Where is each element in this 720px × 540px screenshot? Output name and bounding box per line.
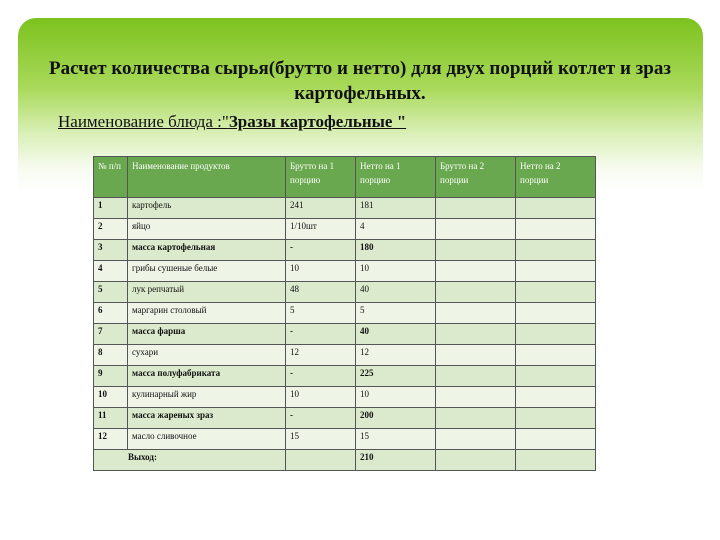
table-row [94,408,596,429]
row-number: 2 [94,219,128,240]
header-number: № п/п [94,157,128,198]
row-number: 12 [94,429,128,450]
row-product-name: картофель [128,198,286,219]
row-gross-1: - [286,366,356,387]
row-net-2 [516,261,596,282]
header-product-name: Наименование продуктов [128,157,286,198]
row-product-name: сухари [128,345,286,366]
row-gross-2 [436,240,516,261]
row-net-2 [516,282,596,303]
row-product-name: масса фарша [128,324,286,345]
row-net-1: 40 [356,282,436,303]
row-number: 8 [94,345,128,366]
row-product-name: лук репчатый [128,282,286,303]
row-net-1: 12 [356,345,436,366]
dish-name-label: Наименование блюда :" [58,112,229,131]
row-gross-1: 10 [286,261,356,282]
table-row [94,303,596,324]
row-product-name: масса полуфабриката [128,366,286,387]
row-net-1: 4 [356,219,436,240]
row-net-1: 180 [356,240,436,261]
row-net-2 [516,219,596,240]
row-net-1: 10 [356,261,436,282]
row-gross-2 [436,345,516,366]
dish-name-value: Зразы картофельные " [228,112,407,131]
row-net-1: 5 [356,303,436,324]
row-product-name: масса картофельная [128,240,286,261]
row-number: 9 [94,366,128,387]
total-gross-1 [286,450,356,471]
table-row [94,345,596,366]
row-net-2 [516,303,596,324]
table-row [94,282,596,303]
row-net-1: 200 [356,408,436,429]
row-gross-2 [436,408,516,429]
table-row [94,429,596,450]
row-gross-2 [436,387,516,408]
row-gross-2 [436,282,516,303]
row-gross-1: 12 [286,345,356,366]
row-net-2 [516,324,596,345]
row-gross-1: 5 [286,303,356,324]
row-net-2 [516,198,596,219]
row-gross-2 [436,303,516,324]
row-net-1: 225 [356,366,436,387]
ingredients-table [93,156,596,471]
row-gross-1: - [286,324,356,345]
table-header-row [94,157,596,198]
row-gross-2 [436,366,516,387]
table-row [94,366,596,387]
row-net-2 [516,345,596,366]
total-gross-2 [436,450,516,471]
row-gross-1: 1/10шт [286,219,356,240]
row-net-1: 10 [356,387,436,408]
row-number: 1 [94,198,128,219]
row-net-2 [516,387,596,408]
row-number: 10 [94,387,128,408]
row-net-2 [516,408,596,429]
row-net-2 [516,429,596,450]
total-net-2 [516,450,596,471]
row-gross-2 [436,198,516,219]
row-gross-1: 48 [286,282,356,303]
row-number: 6 [94,303,128,324]
row-net-2 [516,366,596,387]
row-number: 4 [94,261,128,282]
row-gross-1: 241 [286,198,356,219]
row-net-1: 40 [356,324,436,345]
table-row [94,261,596,282]
header-gross-2: Брутто на 2 порции [436,157,516,198]
row-net-2 [516,240,596,261]
row-product-name: кулинарный жир [128,387,286,408]
row-product-name: маргарин столовый [128,303,286,324]
header-net-1: Нетто на 1 порцию [356,157,436,198]
row-product-name: масса жареных зраз [128,408,286,429]
total-label: Выход: [94,450,286,471]
row-gross-1: - [286,240,356,261]
row-gross-2 [436,261,516,282]
row-number: 5 [94,282,128,303]
table-row [94,219,596,240]
row-gross-2 [436,429,516,450]
row-net-1: 15 [356,429,436,450]
row-gross-1: - [286,408,356,429]
header-gross-1: Брутто на 1 порцию [286,157,356,198]
row-gross-2 [436,324,516,345]
table-row [94,324,596,345]
table-row [94,198,596,219]
row-net-1: 181 [356,198,436,219]
table-row [94,240,596,261]
row-gross-1: 15 [286,429,356,450]
table-row [94,387,596,408]
row-number: 11 [94,408,128,429]
slide-title: Расчет количества сырья(брутто и нетто) для двух порций котлет и зраз картофельных. [48,58,672,104]
row-product-name: яйцо [128,219,286,240]
row-number: 7 [94,324,128,345]
dish-name-line [58,112,406,132]
row-product-name: масло сливочное [128,429,286,450]
row-product-name: грибы сушеные белые [128,261,286,282]
row-gross-1: 10 [286,387,356,408]
row-number: 3 [94,240,128,261]
header-net-2: Нетто на 2 порции [516,157,596,198]
total-net-1: 210 [356,450,436,471]
total-row [94,450,596,471]
row-gross-2 [436,219,516,240]
